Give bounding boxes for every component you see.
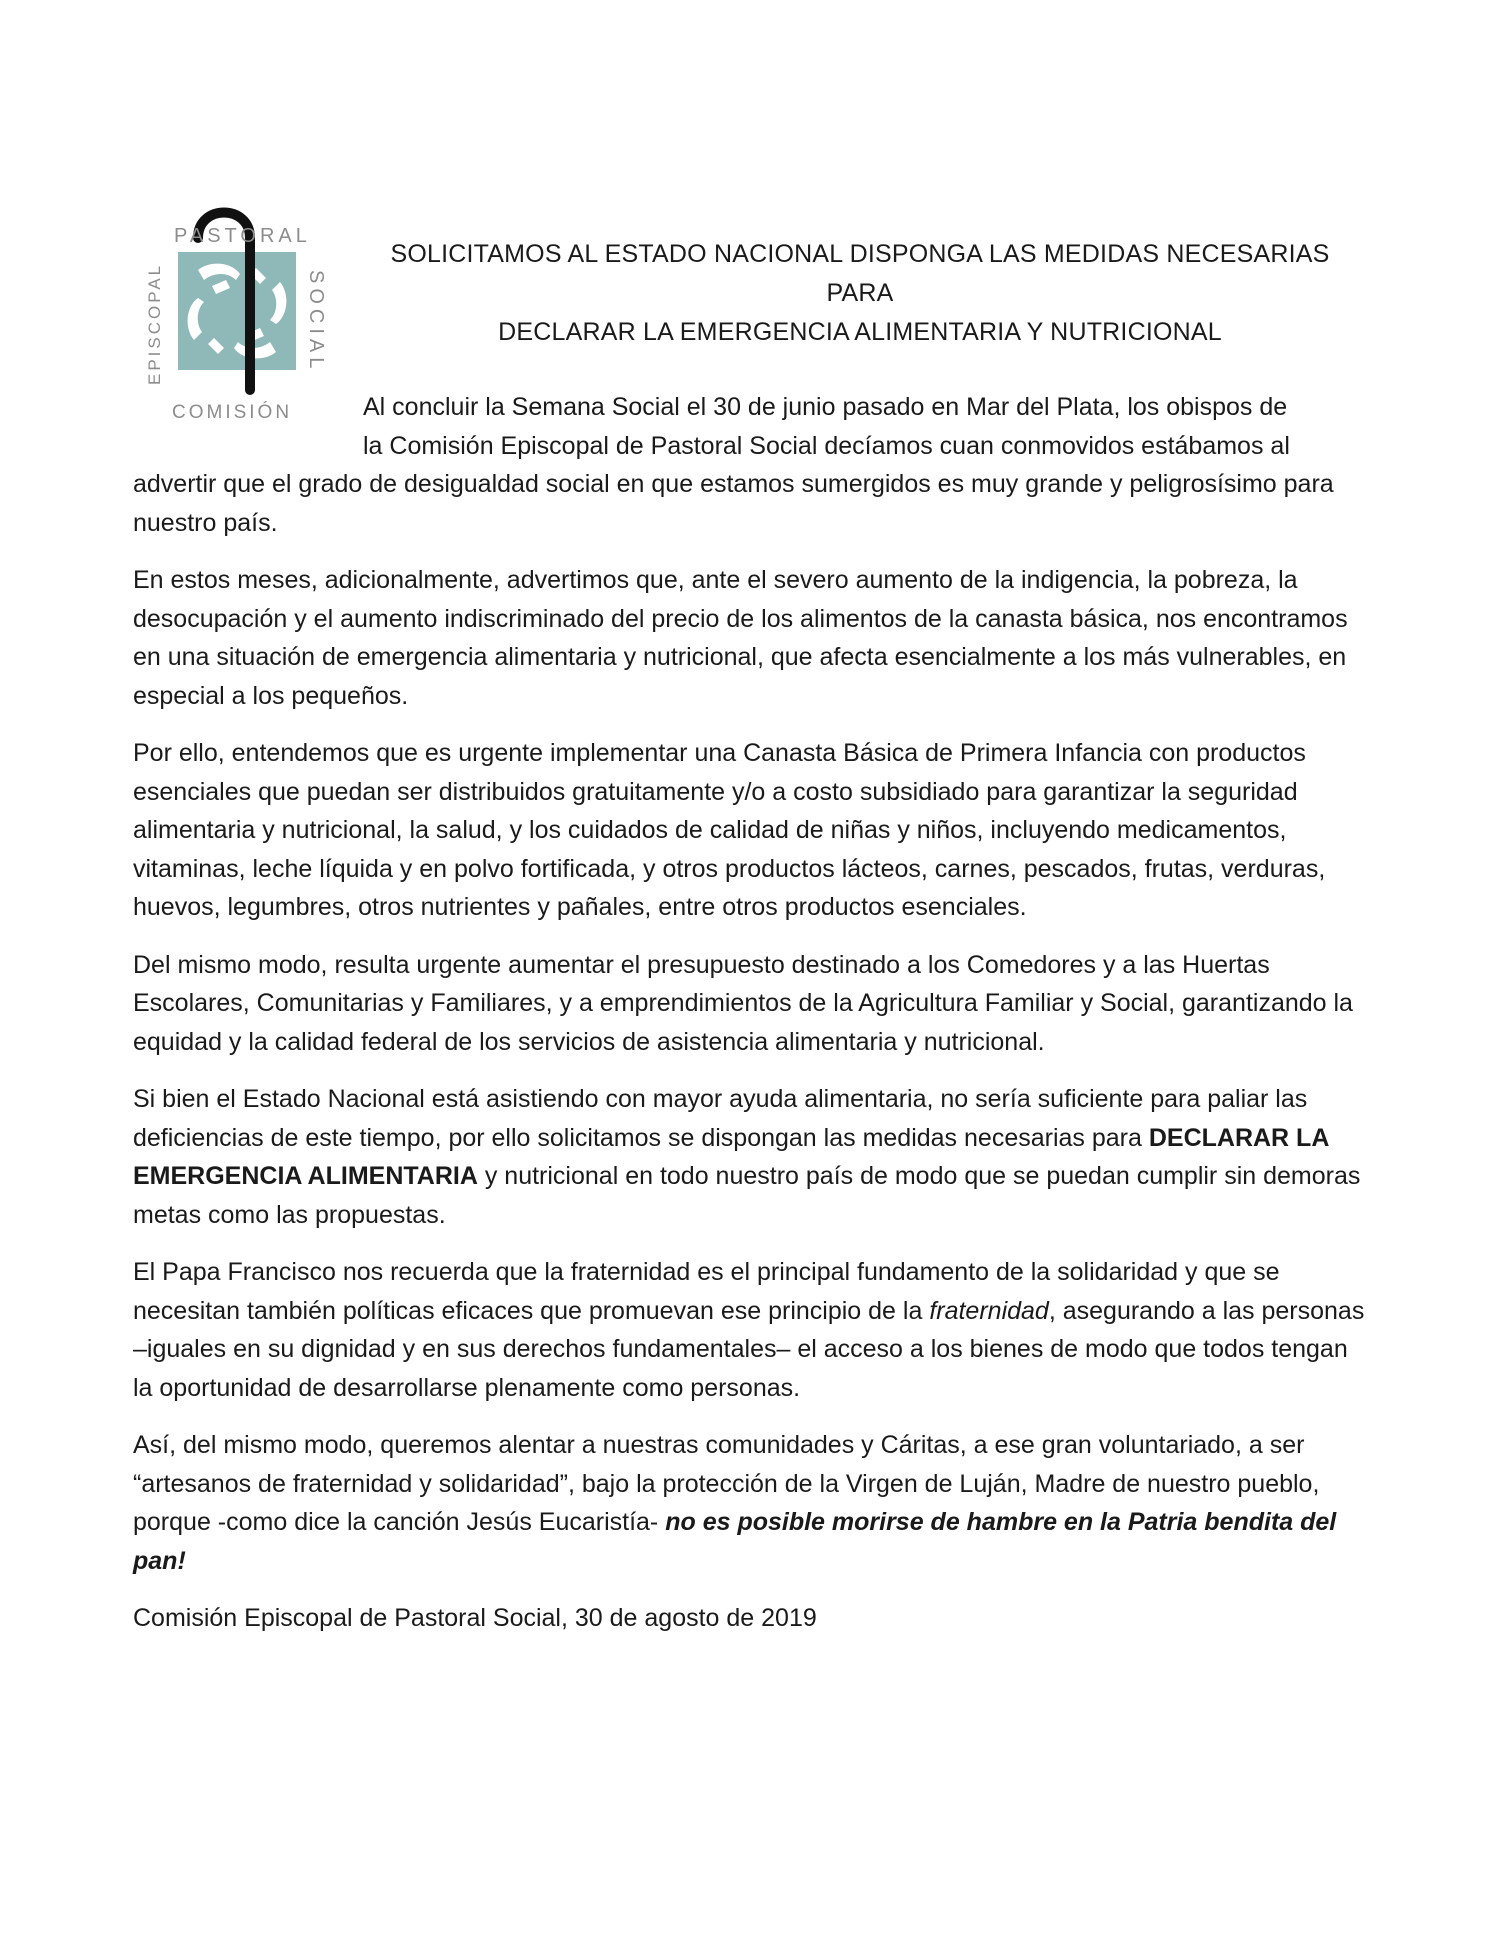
page-title xyxy=(360,235,1360,352)
paragraph-1-rest: advertir que el grado de desigualdad social en que estamos sumergidos es muy grande y peligrosísimo para nuestro país. xyxy=(133,470,1334,537)
logo-right-word: SOCIAL xyxy=(305,270,327,374)
logo-bottom-word: COMISIÓN xyxy=(172,402,293,423)
paragraph-7-text-a: Así, del mismo modo, queremos alentar a nuestras comunidades y Cáritas, a ese gran voluntariado, a ser “artesanos de fraternidad y solidaridad”, bajo la protección de la Virgen de Luján, Madre de nuestro pueblo, porque -como dice la canción Jesús Eucaristía- xyxy=(133,1431,1320,1536)
document-body xyxy=(133,388,1365,1657)
paragraph-7 xyxy=(133,1426,1365,1580)
paragraph-3: Por ello, entendemos que es urgente implementar una Canasta Básica de Primera Infancia con productos esenciales que puedan ser distribuidos gratuitamente y/o a costo subsidiado para garantizar la seguridad alimentaria y nutricional, la salud, y los cuidados de calidad de niñas y niños, incluyendo medicamentos, vitaminas, leche líquida y en polvo fortificada, y otros productos lácteos, carnes, pescados, frutas, verduras, huevos, legumbres, otros nutrientes y pañales, entre otros productos esenciales. xyxy=(133,739,1326,921)
paragraph-1-line-1: Al concluir la Semana Social el 30 de junio pasado en Mar del Plata, los obispos de xyxy=(363,393,1288,421)
logo-left-word: EPISCOPAL xyxy=(145,262,164,385)
paragraph-6-text-b: , asegurando a las personas –iguales en su dignidad y en sus derechos fundamentales– el acceso a los bienes de modo que todos tengan la oportunidad de desarrollarse plenamente como personas. xyxy=(133,1296,1365,1402)
paragraph-2: En estos meses, adicionalmente, advertimos que, ante el severo aumento de la indigencia, la pobreza, la desocupación y el aumento indiscriminado del precio de los alimentos de la canasta básica, nos encontramos en una situación de emergencia alimentaria y nutricional, que afecta esencialmente a los más vulnerables, en especial a los pequeños. xyxy=(133,566,1348,710)
title-line-2: DECLARAR LA EMERGENCIA ALIMENTARIA Y NUTRICIONAL xyxy=(498,318,1222,346)
paragraph-1 xyxy=(133,388,1365,542)
paragraph-7-bold-italic: no es posible morirse de hambre en la Patria bendita del pan! xyxy=(133,1508,1337,1575)
paragraph-6 xyxy=(133,1253,1365,1407)
paragraph-4: Del mismo modo, resulta urgente aumentar el presupuesto destinado a los Comedores y a las Huertas Escolares, Comunitarias y Familiares, y a emprendimientos de la Agricultura Familiar y Social, garantizando la equidad y la calidad federal de los servicios de asistencia alimentaria y nutricional. xyxy=(133,950,1353,1056)
logo-top-word: PASTORAL xyxy=(174,225,311,247)
paragraph-6-text-a: El Papa Francisco nos recuerda que la fraternidad es el principal fundamento de la solidaridad y que se necesitan también políticas eficaces que promuevan ese principio de la xyxy=(133,1258,1280,1325)
paragraph-6-italic: fraternidad xyxy=(929,1296,1049,1325)
paragraph-5-text-b: y nutricional en todo nuestro país de modo que se puedan cumplir sin demoras metas como las propuestas. xyxy=(133,1162,1361,1229)
signature: Comisión Episcopal de Pastoral Social, 30 de agosto de 2019 xyxy=(133,1604,817,1632)
paragraph-5 xyxy=(133,1080,1365,1234)
paragraph-5-bold: DECLARAR LA EMERGENCIA ALIMENTARIA xyxy=(133,1123,1329,1190)
paragraph-5-text-a: Si bien el Estado Nacional está asistiendo con mayor ayuda alimentaria, no sería suficiente para paliar las deficiencias de este tiempo, por ello solicitamos se dispongan las medidas necesarias para xyxy=(133,1085,1308,1152)
title-line-1: SOLICITAMOS AL ESTADO NACIONAL DISPONGA LAS MEDIDAS NECESARIAS PARA xyxy=(390,240,1330,307)
paragraph-1-line-2: la Comisión Episcopal de Pastoral Social decíamos cuan conmovidos estábamos al xyxy=(363,431,1290,460)
